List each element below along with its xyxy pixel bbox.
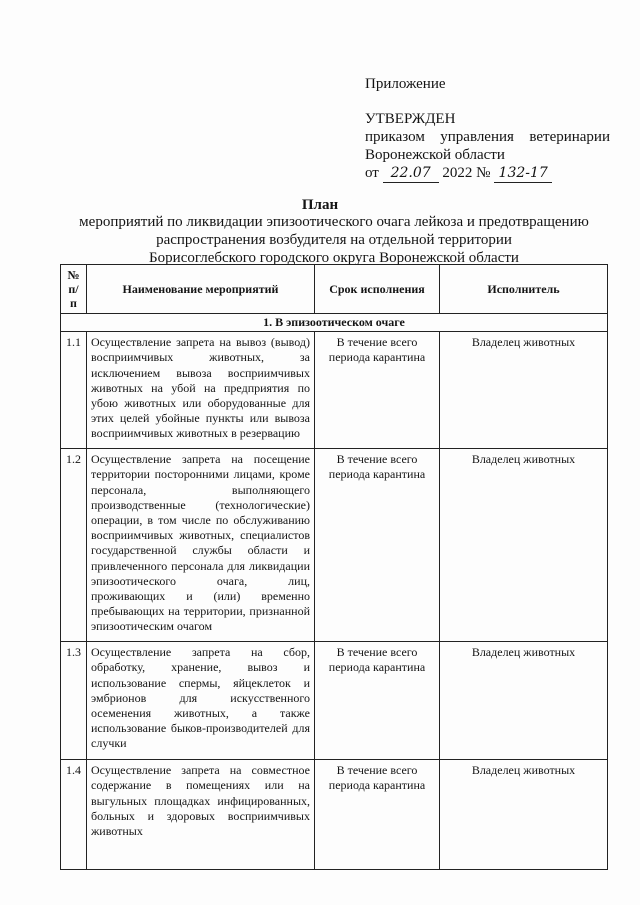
approved-label: УТВЕРЖДЕН (365, 111, 456, 127)
row-term: В течение всего периода карантина (315, 449, 440, 642)
plan-subtitle (60, 213, 608, 267)
order-line: приказом управления ветеринарии (365, 129, 610, 145)
row-executor: Владелец животных (440, 449, 608, 642)
subtitle-line-1: мероприятий по ликвидации эпизоотического очага лейкоза и предотвращению (79, 214, 589, 230)
table-header-row (61, 265, 608, 314)
year-text: 2022 № (442, 165, 491, 181)
table-row (61, 449, 608, 642)
section-title: 1. В эпизоотическом очаге (61, 314, 608, 332)
handwritten-date: 22.07 (383, 164, 439, 183)
handwritten-number: 132-17 (494, 164, 552, 183)
row-num: 1.1 (61, 332, 87, 449)
row-name: Осуществление запрета на посещение территории посторонними лицами, кроме персонала, выполняющего производственные (технологические) операции, в том числе по обслуживанию восприимчивых животных, специалистов государственной службы области и привлеченного персонала для ликвидации эпизоотического очага, лиц, проживающих и (или) временно пребывающих на территории, признанной эпизоотическим очагом (87, 449, 315, 642)
region-line: Воронежской области (365, 147, 505, 163)
table-row (61, 332, 608, 449)
header-term: Срок исполнения (315, 265, 440, 314)
subtitle-line-2: распространения возбудителя на отдельной территории (156, 232, 512, 248)
row-name: Осуществление запрета на вывоз (вывод) восприимчивых животных, за исключением вывоза восприимчивых животных на убой на предприятия по убою животных или оборудованные для этих целей убойные пункты или вывоза восприимчивых животных в резервацию (87, 332, 315, 449)
row-term: В течение всего периода карантина (315, 760, 440, 870)
section-row (61, 314, 608, 332)
table-row (61, 760, 608, 870)
table-row (61, 642, 608, 760)
plan-title: План (301, 197, 339, 213)
measures-table (60, 264, 608, 870)
row-num: 1.4 (61, 760, 87, 870)
row-executor: Владелец животных (440, 642, 608, 760)
row-num: 1.2 (61, 449, 87, 642)
subtitle-line-3: Борисоглебского городского округа Воронежской области (149, 250, 519, 266)
header-executor: Исполнитель (440, 265, 608, 314)
appendix-label: Приложение (365, 76, 446, 92)
row-name: Осуществление запрета на совместное содержание в помещениях или на выгульных площадках инфицированных, больных и здоровых восприимчивых животных (87, 760, 315, 870)
date-prefix: от (365, 165, 379, 181)
approval-header (365, 75, 610, 183)
row-executor: Владелец животных (440, 760, 608, 870)
header-num: № п/п (61, 265, 87, 314)
row-num: 1.3 (61, 642, 87, 760)
row-executor: Владелец животных (440, 332, 608, 449)
date-line (365, 164, 610, 183)
row-term: В течение всего периода карантина (315, 332, 440, 449)
row-name: Осуществление запрета на сбор, обработку, хранение, вывоз и использование спермы, яйцеклеток и эмбрионов для искусственного осеменения животных, а также использование быков-производителей для случки (87, 642, 315, 760)
row-term: В течение всего периода карантина (315, 642, 440, 760)
header-name: Наименование мероприятий (87, 265, 315, 314)
